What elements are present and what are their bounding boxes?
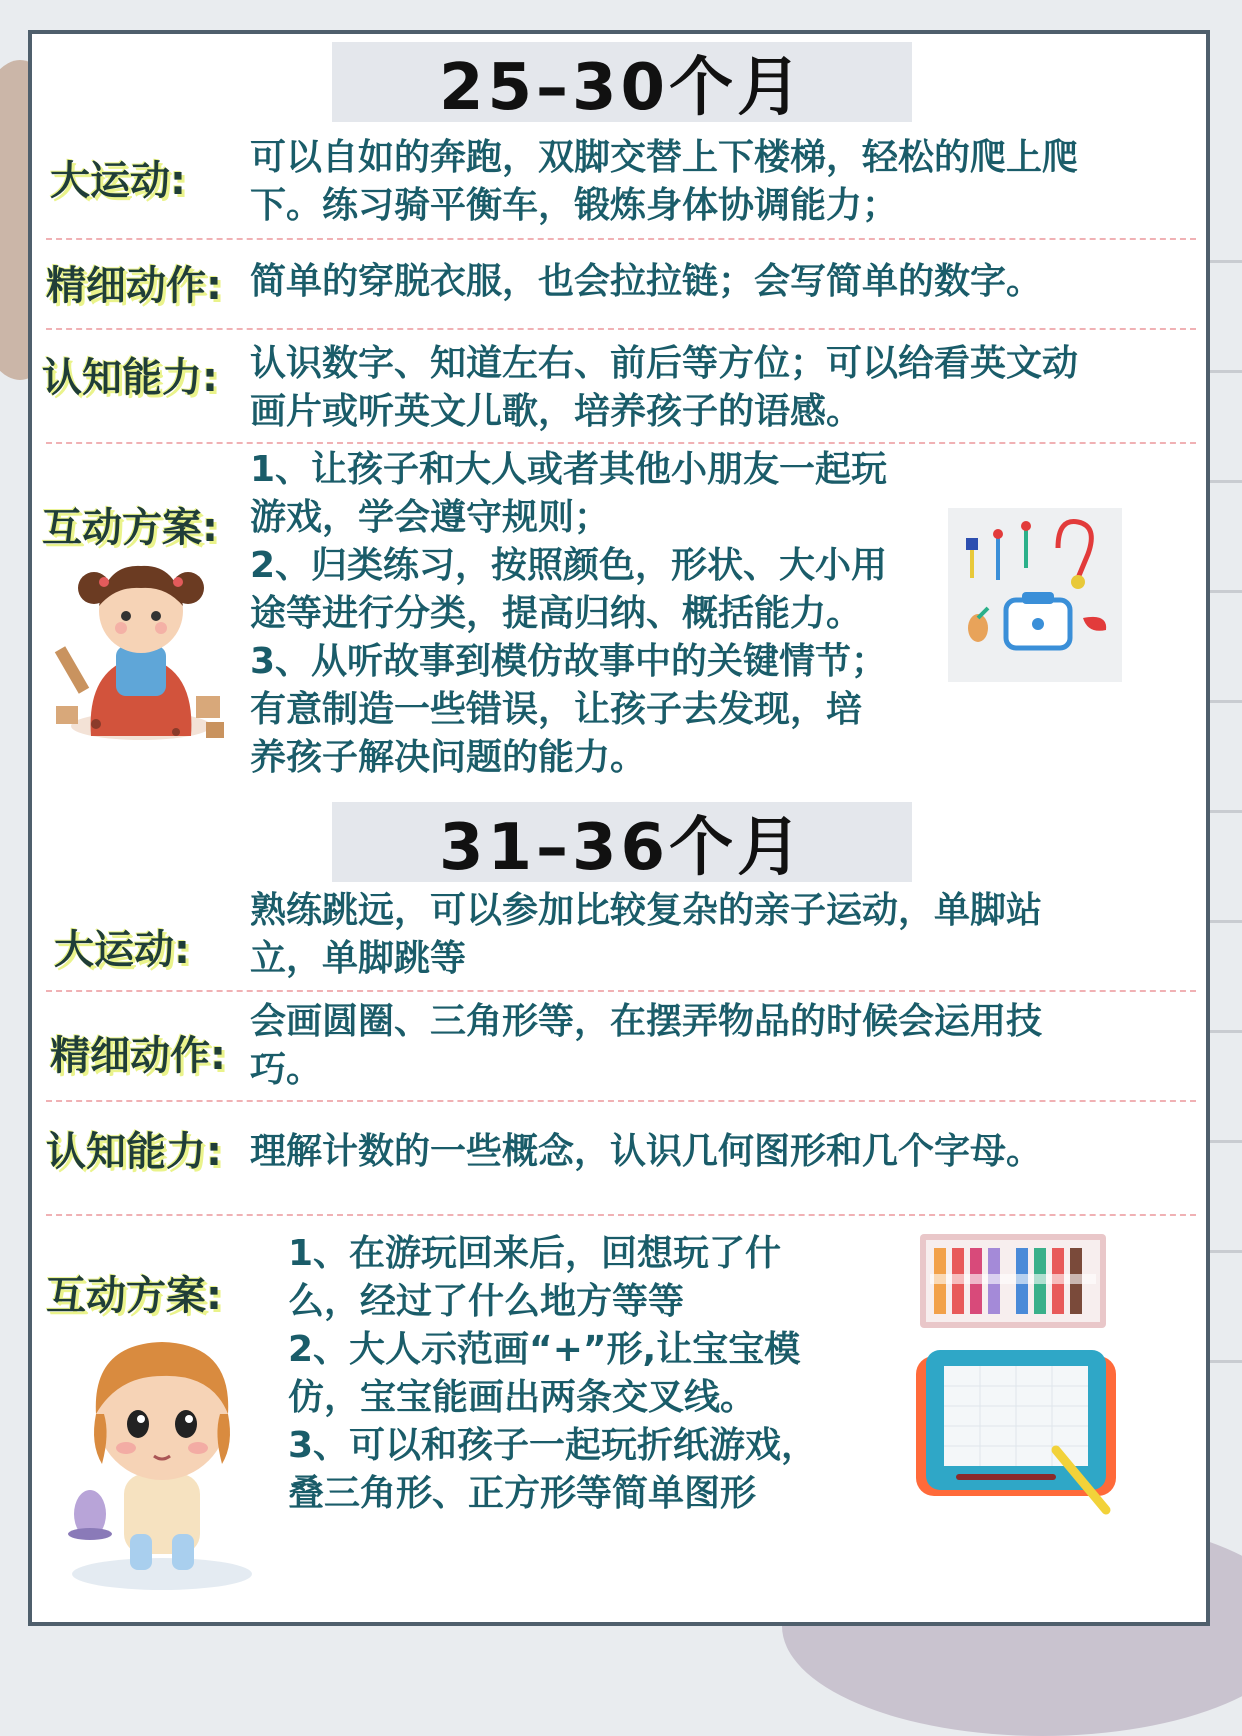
label-interaction-2: 互动方案: [46, 1273, 222, 1319]
section-title-31-36: 31–36个月 [332, 802, 912, 882]
divider [46, 1214, 1196, 1216]
content-card [28, 30, 1210, 1626]
label-gross-motor: 大运动: [50, 158, 186, 204]
crayon-box-illustration [920, 1234, 1106, 1328]
text-interaction-2: 1、在游玩回来后，回想玩了什 么，经过了什么地方等等 2、大人示范画“+”形,让宝宝模 仿，宝宝能画出两条交叉线。 3、可以和孩子一起玩折纸游戏， 叠三角形、正方形等简单图形 [288, 1233, 818, 1514]
divider [46, 442, 1196, 444]
section-title-25-30: 25–30个月 [332, 42, 912, 122]
label-cognitive: 认知能力: [42, 355, 218, 401]
girl-sitting-illustration [62, 1324, 262, 1594]
text-interaction: 1、让孩子和大人或者其他小朋友一起玩 游戏，学会遵守规则； 2、归类练习，按照颜色，形状、大小用 途等进行分类，提高归纳、概括能力。 3、从听故事到模仿故事中的关键情节； 有意制造一些错误，让孩子去发现，培 养孩子解决问题的能力。 [250, 449, 888, 778]
divider [46, 328, 1196, 330]
divider [46, 990, 1196, 992]
doctor-toy-kit-illustration [948, 508, 1122, 682]
text-fine-motor-2: 会画圆圈、三角形等，在摆弄物品的时候会运用技 巧。 [250, 1001, 1043, 1090]
label-gross-motor-2: 大运动: [54, 927, 190, 973]
drawing-board-illustration [916, 1350, 1116, 1518]
text-gross-motor-2: 熟练跳远，可以参加比较复杂的亲子运动，单脚站 立，单脚跳等 [250, 890, 1043, 979]
divider [46, 1100, 1196, 1102]
label-fine-motor-2: 精细动作: [50, 1033, 226, 1079]
text-fine-motor: 简单的穿脱衣服，也会拉拉链；会写简单的数字。 [250, 261, 1043, 302]
text-cognitive-2: 理解计数的一些概念，认识几何图形和几个字母。 [250, 1131, 1043, 1172]
text-cognitive: 认识数字、知道左右、前后等方位；可以给看英文动 画片或听英文儿歌，培养孩子的语感。 [250, 343, 1079, 432]
label-cognitive-2: 认知能力: [46, 1129, 222, 1175]
girl-with-blocks-illustration [46, 546, 236, 746]
label-interaction: 互动方案: [42, 505, 218, 551]
divider [46, 238, 1196, 240]
label-fine-motor: 精细动作: [46, 263, 222, 309]
text-gross-motor: 可以自如的奔跑，双脚交替上下楼梯，轻松的爬上爬 下。练习骑平衡车，锻炼身体协调能力； [250, 137, 1079, 226]
